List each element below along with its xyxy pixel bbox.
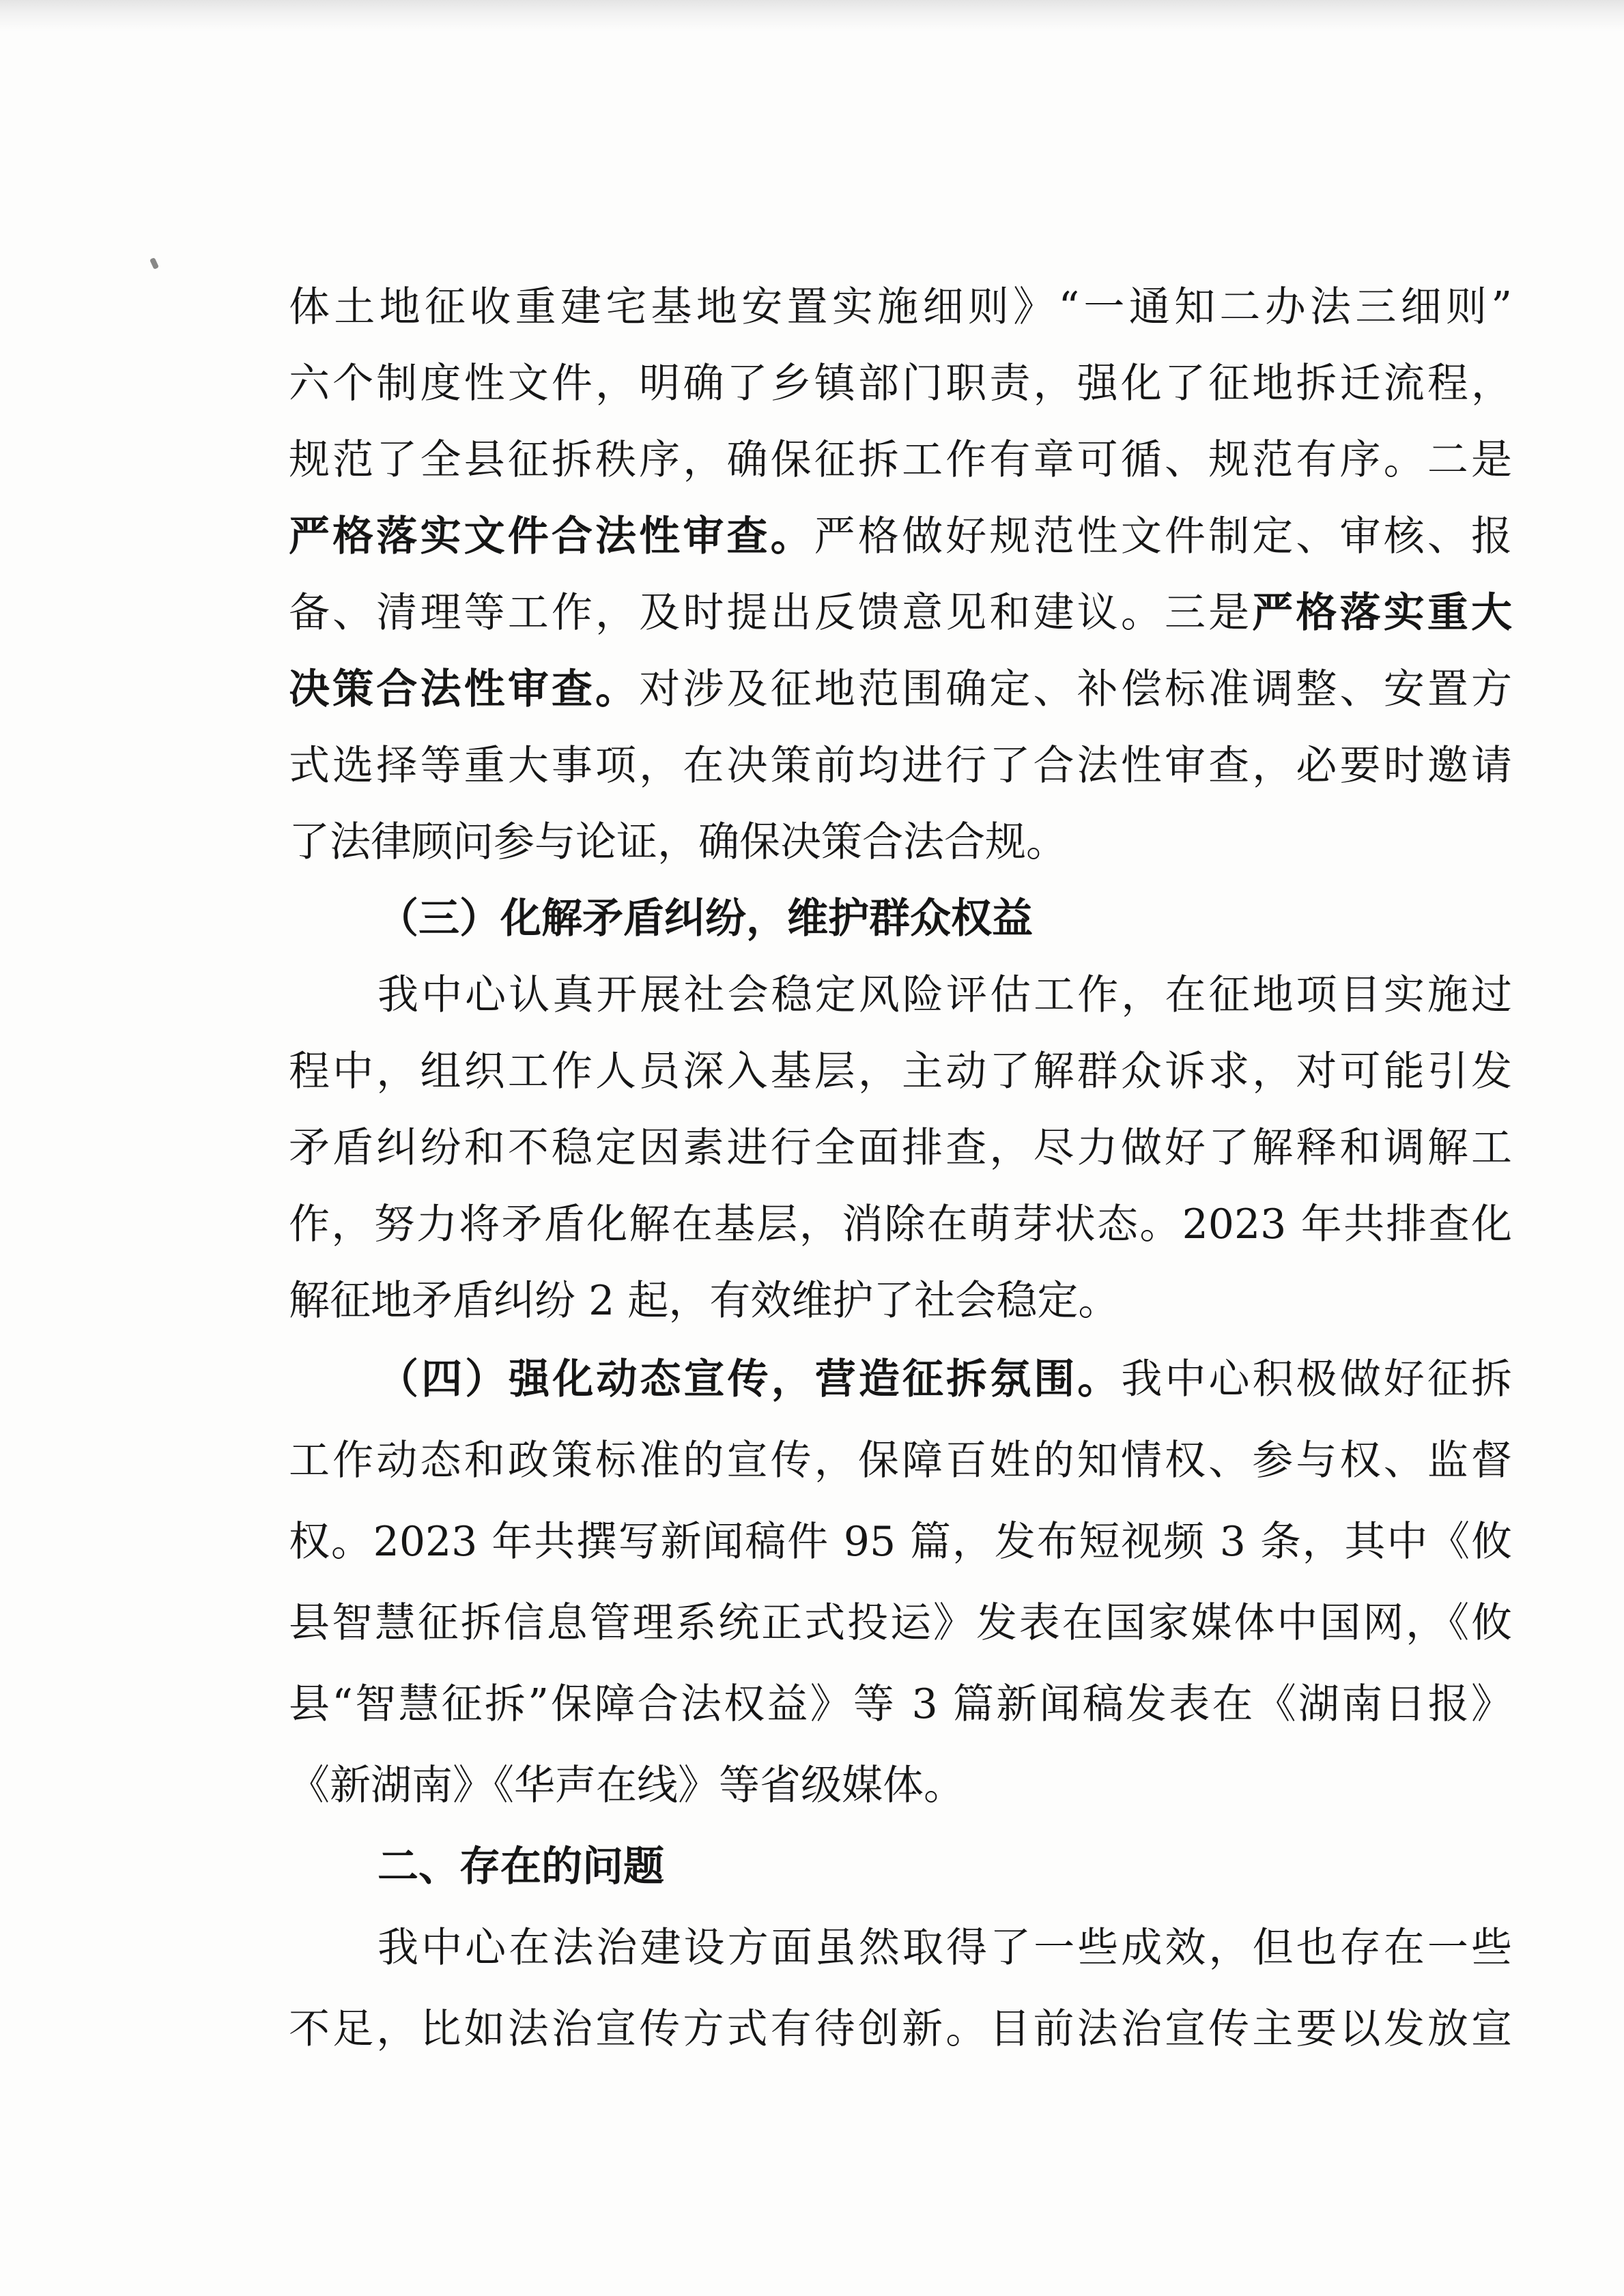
line-text: 我中心在法治建设方面虽然取得了一些成效，但也存在一些	[377, 1924, 1512, 1972]
line-text: 解征地矛盾纠纷 2 起，有效维护了社会稳定。	[289, 1277, 1120, 1325]
bold-text: （四）强化动态宣传，营造征拆氛围。	[377, 1355, 1122, 1403]
text-line	[289, 1420, 1512, 1502]
text-line	[289, 728, 1512, 804]
text-line	[289, 804, 1512, 880]
line-text: 工作动态和政策标准的宣传，保障百姓的知情权、参与权、监督	[289, 1437, 1512, 1484]
bold-text: 严格落实重大	[1252, 589, 1512, 637]
scan-edge	[0, 0, 1624, 31]
line-text: 备、清理等工作，及时提出反馈意见和建议。三是	[289, 589, 1253, 637]
line-text: 县智慧征拆信息管理系统正式投运》发表在国家媒体中国网，《攸	[289, 1599, 1512, 1647]
text-line	[289, 422, 1512, 498]
line-text: 权。2023 年共撰写新闻稿件 95 篇，发布短视频 3 条，其中《攸	[289, 1518, 1512, 1566]
line-text: 作，努力将矛盾化解在基层，消除在萌芽状态。2023 年共排查化	[289, 1201, 1512, 1248]
line-text: 县“智慧征拆”保障合法权益》等 3 篇新闻稿发表在《湖南日报》	[289, 1680, 1512, 1728]
section-heading-text: 二、存在的问题	[377, 1843, 664, 1891]
scan-mark	[149, 257, 159, 270]
text-line	[289, 1745, 1512, 1826]
text-line	[289, 575, 1512, 651]
text-line	[289, 345, 1512, 422]
line-text: 规范了全县征拆秩序，确保征拆工作有章可循、规范有序。二是	[289, 436, 1512, 484]
bold-text: 严格落实文件合法性审查。	[289, 513, 814, 560]
line-text: 我中心认真开展社会稳定风险评估工作，在征地项目实施过	[377, 971, 1512, 1019]
line-text: 我中心积极做好征拆	[1121, 1355, 1512, 1403]
text-line	[289, 1186, 1512, 1263]
text-line	[289, 1664, 1512, 1745]
section-heading	[289, 880, 1512, 957]
text-line	[289, 1908, 1512, 1989]
text-line	[289, 957, 1512, 1033]
section-heading-text: （三）化解矛盾纠纷，维护群众权益	[377, 895, 1033, 943]
line-text: 体土地征收重建宅基地安置实施细则》“一通知二办法三细则”	[289, 283, 1512, 331]
line-text: 程中，组织工作人员深入基层，主动了解群众诉求，对可能引发	[289, 1048, 1512, 1095]
line-text: 严格做好规范性文件制定、审核、报	[814, 513, 1512, 560]
line-text: 了法律顾问参与论证，确保决策合法合规。	[289, 818, 1067, 866]
line-text: 《新湖南》《华声在线》等省级媒体。	[289, 1762, 965, 1809]
text-line	[289, 269, 1512, 345]
text-line	[289, 498, 1512, 575]
section-heading	[289, 1826, 1512, 1908]
bold-text: 决策合法性审查。	[289, 665, 640, 713]
text-line	[289, 1263, 1512, 1339]
text-line	[289, 1583, 1512, 1664]
text-line	[289, 1339, 1512, 1420]
text-line	[289, 651, 1512, 728]
line-text: 六个制度性文件，明确了乡镇部门职责，强化了征地拆迁流程，	[289, 360, 1512, 407]
line-text: 对涉及征地范围确定、补偿标准调整、安置方	[639, 665, 1512, 713]
line-text: 不足，比如法治宣传方式有待创新。目前法治宣传主要以发放宣	[289, 2005, 1512, 2053]
text-line	[289, 1989, 1512, 2070]
line-text: 矛盾纠纷和不稳定因素进行全面排查，尽力做好了解释和调解工	[289, 1124, 1512, 1172]
line-text: 式选择等重大事项，在决策前均进行了合法性审查，必要时邀请	[289, 742, 1512, 790]
text-line	[289, 1502, 1512, 1583]
document-body	[289, 269, 1512, 2070]
text-line	[289, 1110, 1512, 1186]
text-line	[289, 1033, 1512, 1110]
